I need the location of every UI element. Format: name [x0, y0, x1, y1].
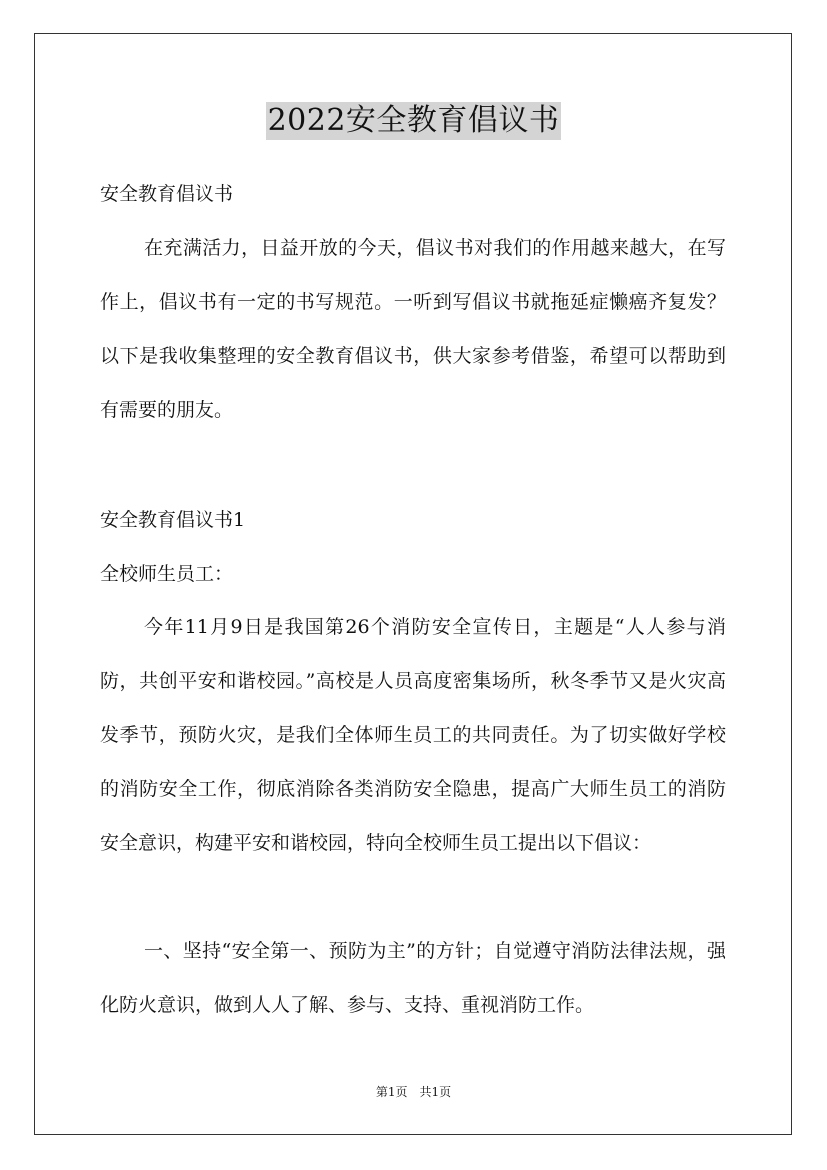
document-heading: 安全教育倡议书	[100, 183, 234, 205]
salutation: 全校师生员工：	[100, 563, 234, 585]
body-paragraph-1: 今年11月9日是我国第26个消防安全宣传日，主题是“人人参与消防，共创平安和谐校园。”高校是人员高度密集场所，秋冬季节又是火灾高发季节，预防火灾，是我们全体师生员工的共同责任。为了切实做好学校的消防安全工作，彻底消除各类消防安全隐患，提高广大师生员工的消防安全意识，构建平安和谐校园，特向全校师生员工提出以下倡议：	[100, 616, 726, 854]
body-paragraph-2: 一、坚持“安全第一、预防为主”的方针；自觉遵守消防法律法规，强化防火意识，做到人人了解、参与、支持、重视消防工作。	[100, 940, 726, 1016]
title-container	[0, 102, 827, 140]
section-heading: 安全教育倡议书1	[100, 509, 246, 531]
page-footer: 第1页 共1页	[375, 1085, 452, 1099]
document-title: 2022安全教育倡议书	[267, 103, 560, 138]
intro-paragraph: 在充满活力，日益开放的今天，倡议书对我们的作用越来越大，在写作上，倡议书有一定的书写规范。一听到写倡议书就拖延症懒癌齐复发？以下是我收集整理的安全教育倡议书，供大家参考借鉴，希望可以帮助到有需要的朋友。	[100, 237, 726, 421]
